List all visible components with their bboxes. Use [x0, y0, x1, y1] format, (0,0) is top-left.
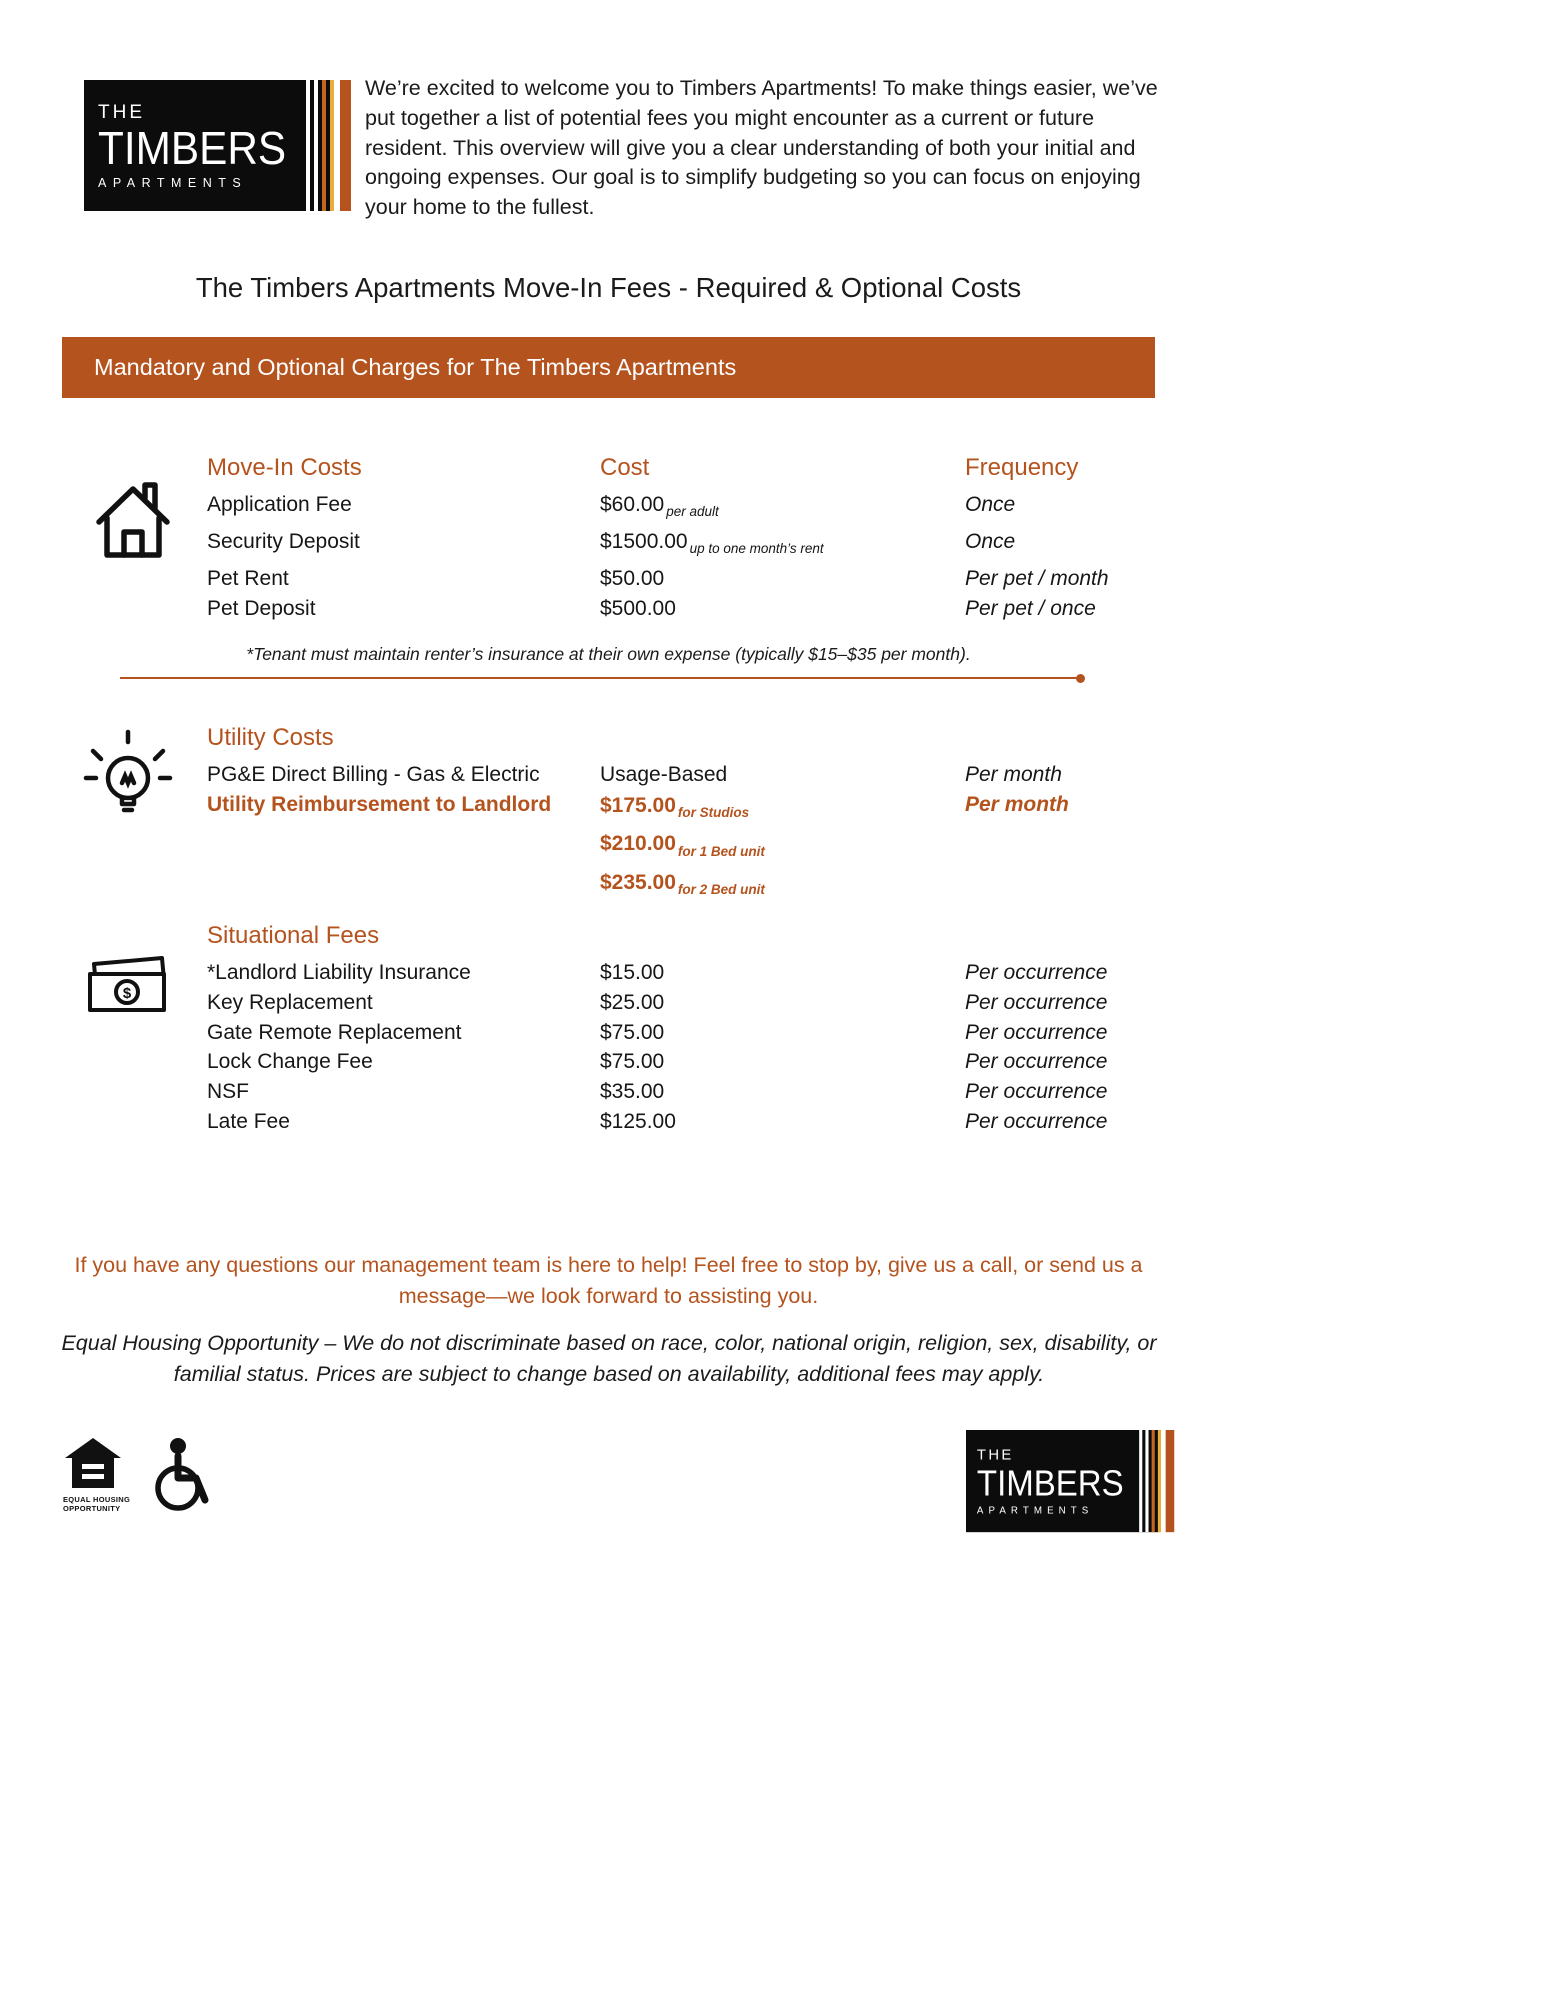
- logo-stripe: [1152, 1430, 1155, 1532]
- fee-label: Gate Remote Replacement: [207, 1020, 462, 1044]
- fee-frequency: Per occurrence: [965, 1080, 1108, 1104]
- intro-paragraph: We’re excited to welcome you to Timbers Apartments! To make things easier, we’ve put together a list of potential fees you might encounter as a current or future resident. This overview will give you a clear understanding of both your initial and ongoing expenses. Our goal is to simplify budgeting so you can focus on enjoying your home to the fullest.: [365, 76, 1158, 220]
- fee-cost-line: [600, 828, 965, 867]
- fee-frequency: Per occurrence: [965, 990, 1108, 1014]
- fee-cost: [600, 490, 965, 527]
- equal-housing-caption: [63, 1495, 133, 1513]
- logo-stripes: [1140, 1430, 1175, 1532]
- utility-heading: Utility Costs: [207, 724, 334, 751]
- page-title: The Timbers Apartments Move-In Fees - Required & Optional Costs: [195, 272, 1022, 303]
- fee-cost: [600, 988, 965, 1018]
- logo-word-timbers: TIMBERS: [98, 121, 287, 174]
- insurance-note: *Tenant must maintain renter’s insurance at their own expense (typically $15–$35 per month).: [246, 644, 971, 664]
- timbers-logo: [84, 80, 331, 211]
- frequency-column-heading: Frequency: [965, 454, 1079, 481]
- logo-stripe: [1166, 1430, 1175, 1532]
- fee-cost-note: per adult: [666, 504, 719, 520]
- fee-cost-amount: $210.00: [600, 832, 676, 856]
- fee-cost: [600, 1047, 965, 1077]
- fee-label: Security Deposit: [207, 529, 360, 553]
- equal-housing-icon: [63, 1437, 133, 1513]
- cost-column-heading: Cost: [600, 454, 650, 481]
- fee-label: Late Fee: [207, 1109, 290, 1133]
- fee-cost-note: for 2 Bed unit: [677, 882, 765, 898]
- logo-stripe: [330, 80, 334, 211]
- situational-heading: Situational Fees: [207, 922, 380, 949]
- fee-frequency: Per month: [965, 792, 1069, 816]
- lightbulb-icon: [82, 726, 174, 831]
- fee-cost-amount: $35.00: [600, 1080, 665, 1104]
- timbers-logo-footer: [966, 1430, 1159, 1532]
- fee-cost-amount: $15.00: [600, 961, 665, 984]
- help-text: If you have any questions our management team is here to help! Feel free to stop by, give us a call, or send us a message—we look forward to assisting you.: [74, 1253, 1143, 1308]
- logo-word-timbers: TIMBERS: [976, 1462, 1124, 1503]
- equal-housing-caption-line: EQUAL HOUSING: [63, 1495, 131, 1504]
- move-in-heading: Move-In Costs: [207, 454, 362, 481]
- fee-cost: [600, 790, 965, 906]
- fee-cost: [600, 1018, 965, 1048]
- fee-label: Utility Reimbursement to Landlord: [207, 792, 552, 816]
- logo-stripe: [314, 80, 318, 211]
- fee-label: Lock Change Fee: [207, 1050, 373, 1074]
- fee-cost: [600, 527, 965, 564]
- fee-cost-note: for 1 Bed unit: [677, 843, 765, 859]
- fee-frequency: Per pet / month: [965, 566, 1109, 590]
- fee-cost-amount: $125.00: [600, 1109, 676, 1133]
- fee-cost: [600, 1077, 965, 1107]
- fee-frequency: Per occurrence: [965, 1109, 1108, 1133]
- move-in-table: [207, 452, 1155, 624]
- fee-cost-amount: $60.00: [600, 493, 665, 516]
- fee-cost-amount: $50.00: [600, 566, 665, 590]
- fee-cost: [600, 564, 965, 594]
- logo-stripe: [322, 80, 326, 211]
- logo-stripe: [340, 80, 351, 211]
- fee-frequency: Per pet / once: [965, 596, 1096, 620]
- logo-stripe: [1140, 1430, 1143, 1532]
- fee-frequency: Once: [965, 493, 1016, 516]
- fee-cost-amount: $25.00: [600, 990, 665, 1014]
- fee-label: Pet Rent: [207, 566, 289, 590]
- fee-cost-amount: $75.00: [600, 1020, 665, 1044]
- logo-stripe: [306, 80, 310, 211]
- logo-word-apartments: APARTMENTS: [976, 1504, 1094, 1516]
- fee-cost-amount: $175.00: [600, 793, 676, 817]
- logo-word-the: THE: [976, 1446, 1014, 1464]
- banner-text: Mandatory and Optional Charges for The Timbers Apartments: [94, 354, 737, 380]
- logo-stripe: [1146, 1430, 1149, 1532]
- logo-stripes: [306, 80, 351, 211]
- fee-cost-amount: Usage-Based: [600, 763, 728, 786]
- fee-frequency: Once: [965, 529, 1016, 553]
- fee-label: NSF: [207, 1080, 249, 1104]
- fee-cost-amount: $75.00: [600, 1050, 665, 1074]
- fee-label: Application Fee: [207, 493, 352, 516]
- fee-cost: [600, 594, 965, 624]
- fee-frequency: Per occurrence: [965, 1050, 1108, 1074]
- house-icon: [92, 477, 174, 566]
- utility-table: [207, 722, 1155, 906]
- fee-cost: [600, 1107, 965, 1137]
- divider: [120, 677, 1080, 679]
- logo-text: [966, 1430, 1140, 1532]
- logo-stripe: [1158, 1430, 1161, 1532]
- logo-text: [84, 80, 306, 211]
- fee-frequency: Per occurrence: [965, 961, 1108, 984]
- accessibility-icon: [148, 1436, 212, 1517]
- fee-label: Pet Deposit: [207, 596, 316, 620]
- fee-frequency: Per occurrence: [965, 1020, 1108, 1044]
- fee-frequency: Per month: [965, 763, 1062, 786]
- fee-cost-line: [600, 790, 965, 829]
- fee-label: Key Replacement: [207, 990, 373, 1014]
- dollar-glyph: $: [122, 985, 132, 1002]
- logo-word-apartments: APARTMENTS: [98, 175, 248, 190]
- fee-cost: [600, 760, 965, 790]
- fee-cost-amount: $1500.00: [600, 529, 688, 553]
- situational-table: [207, 920, 1155, 1137]
- logo-word-the: THE: [98, 101, 145, 123]
- fee-cost-amount: $500.00: [600, 596, 676, 620]
- equal-housing-text: Equal Housing Opportunity – We do not discriminate based on race, color, national origin, religion, sex, disability, or familial status. Prices are subject to change based on availability, additional fees may apply.: [61, 1331, 1157, 1386]
- section-banner: [62, 337, 1155, 398]
- fee-cost-line: [600, 867, 965, 906]
- equal-housing-caption-line: OPPORTUNITY: [63, 1504, 121, 1513]
- fee-cost-note: up to one month’s rent: [689, 541, 824, 557]
- fee-cost: [600, 958, 965, 988]
- fee-label: *Landlord Liability Insurance: [207, 961, 471, 984]
- cash-icon: [80, 950, 174, 1021]
- fee-cost-note: for Studios: [677, 804, 750, 820]
- fee-label: PG&E Direct Billing - Gas & Electric: [207, 763, 540, 786]
- fee-cost-amount: $235.00: [600, 871, 676, 895]
